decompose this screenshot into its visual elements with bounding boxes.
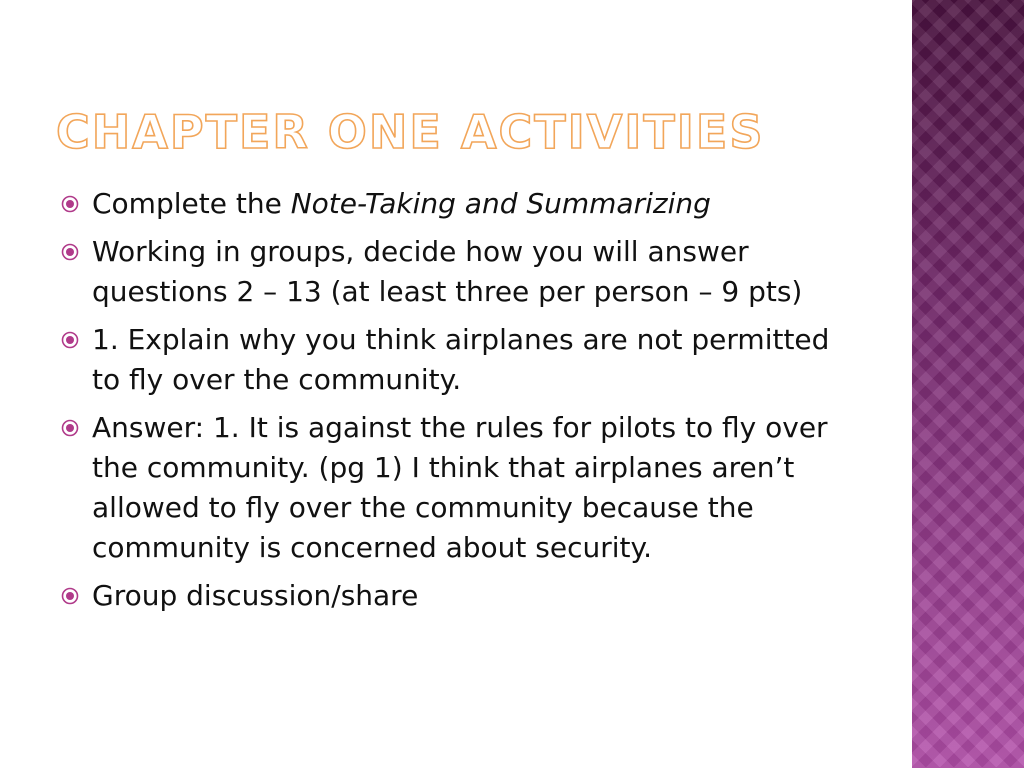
- radio-bullet-icon: [60, 232, 92, 272]
- bullet-item: [60, 320, 860, 400]
- radio-bullet-icon: [60, 184, 92, 224]
- radio-bullet-icon: [60, 576, 92, 616]
- radio-bullet-icon: [60, 320, 92, 360]
- bullet-text: Working in groups, decide how you will answer questions 2 – 13 (at least three per person – 9 pts): [92, 235, 803, 308]
- bullet-item: [60, 408, 860, 568]
- decorative-side-panel: [912, 0, 1024, 768]
- bullet-list: [60, 184, 860, 624]
- bullet-text: 1. Explain why you think airplanes are not permitted to fly over the community.: [92, 323, 830, 396]
- radio-bullet-icon: [60, 408, 92, 448]
- bullet-emphasis: Note-Taking and Summarizing: [290, 187, 711, 220]
- bullet-item: [60, 576, 860, 616]
- bullet-text: Complete the Note-Taking and Summarizing: [92, 187, 711, 220]
- slide-title: CHAPTER ONE ACTIVITIES: [56, 105, 765, 159]
- bullet-item: [60, 232, 860, 312]
- bullet-text: Answer: 1. It is against the rules for pilots to fly over the community. (pg 1) I think that airplanes aren’t allowed to fly over the community because the community is concerned about security.: [92, 411, 828, 564]
- bullet-text: Group discussion/share: [92, 579, 419, 612]
- bullet-item: [60, 184, 860, 224]
